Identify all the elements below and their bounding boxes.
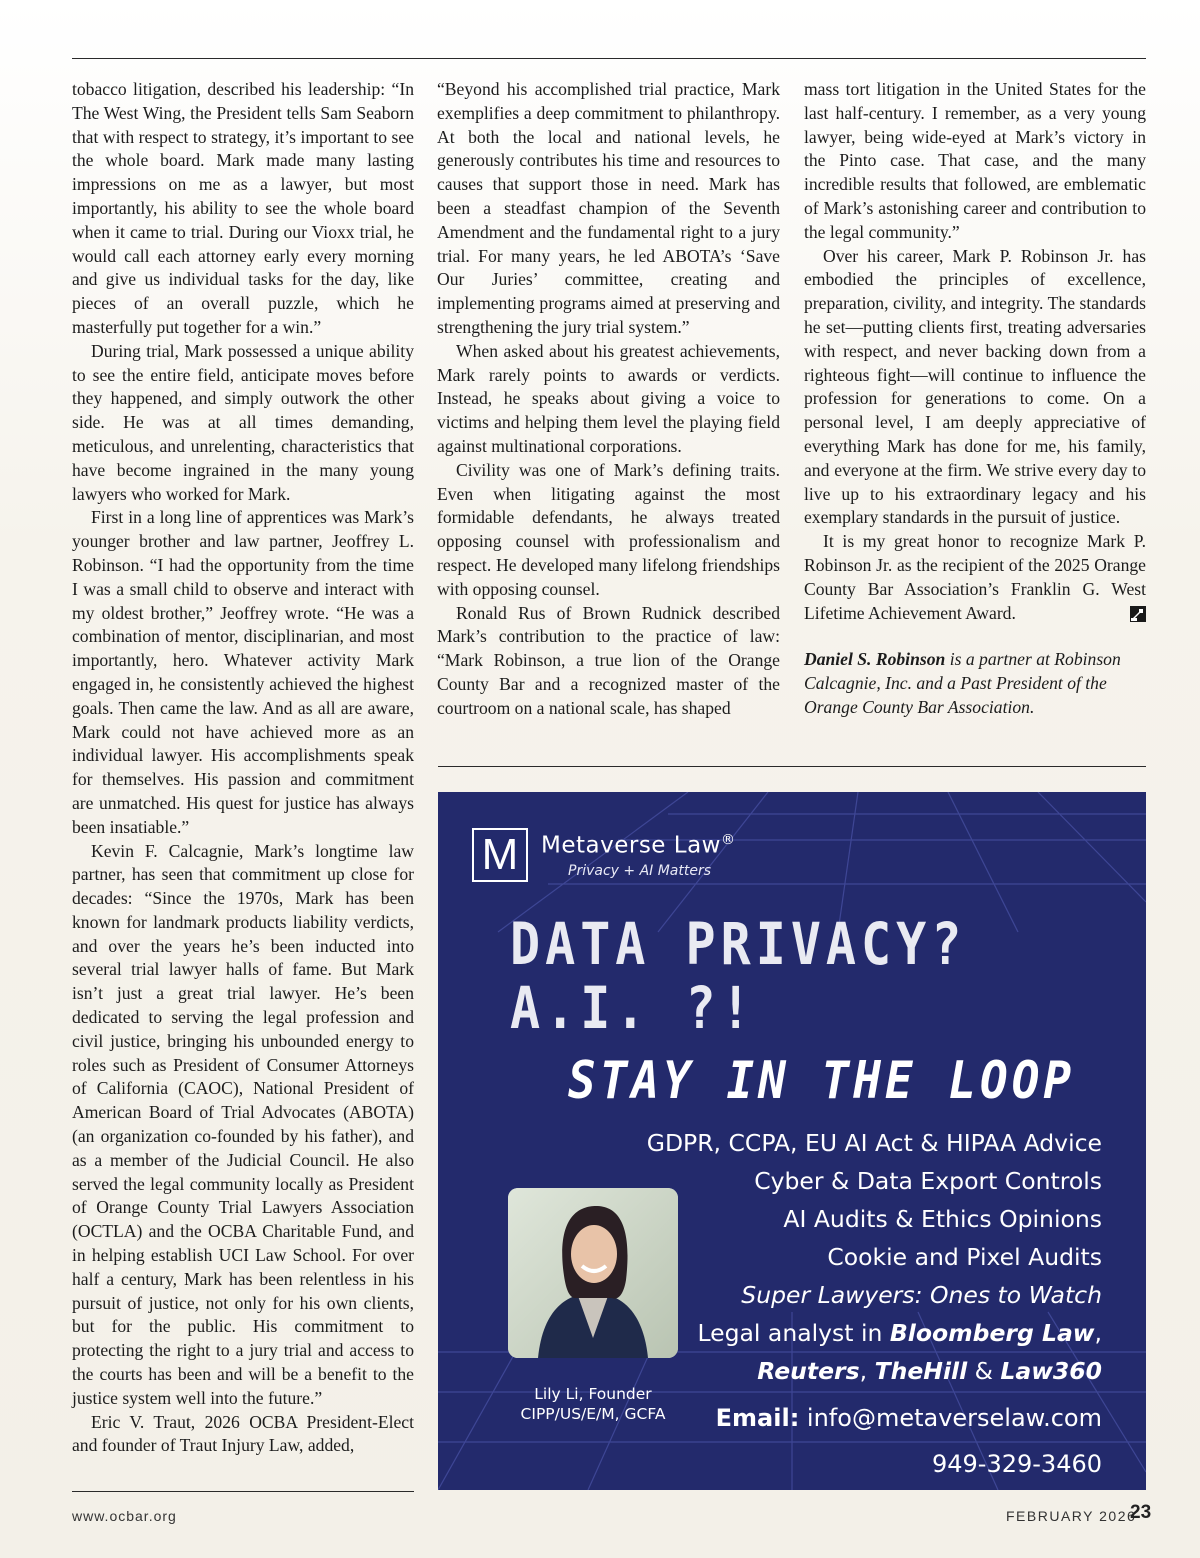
ad-headline bbox=[510, 912, 966, 1041]
paragraph: “Beyond his accomplished trial practice, Mark exemplifies a deep commitment to philanthropy. At both the local and national levels, he generously contributes his time and resources to causes that support those in need. Mark has been a steadfast champion of the Seventh Amendment and the fundamental right to a jury trial. For many years, he led ABOTA’s ‘Save Our Juries’ committee, creating and implementing programs aimed at preserving and strengthening the jury trial system.” bbox=[437, 79, 780, 337]
separator: , bbox=[859, 1357, 875, 1385]
paragraph: First in a long line of apprentices was Mark’s younger brother and law partner, Jeoffrey L. Robinson. “I had the opportunity from the time I was a small child to observe and interact with my oldest brother,” Jeoffrey wrote. “He was a combination of mentor, disciplinarian, and most importantly, hero. Whatever activity Mark engaged in, he consistently achieved the highest goals. Then came the law. And as all are aware, Mark could not have achieved more as an individual lawyer. His accomplishments speak for themselves. His passion and commitment are unmatched. His quest for justice has always been insatiable.” bbox=[72, 507, 414, 837]
paragraph: Ronald Rus of Brown Rudnick described Mark’s contribution to the practice of law: “Mark Robinson, a true lion of the Orange County Bar and a recognized master of the courtroom on a national scale, has shaped bbox=[437, 602, 780, 718]
paragraph: Eric V. Traut, 2026 OCBA President-Elect and founder of Traut Injury Law, added, bbox=[72, 1411, 414, 1456]
paragraph: Over his career, Mark P. Robinson Jr. has embodied the principles of excellence, preparation, civility, and integrity. The standards he set—putting clients first, treating adversaries with respect, and never backing down from a righteous fight—will continue to influence the profession for generations to come. On a personal level, I am deeply appreciative of everything Mark has done for me, his family, and everyone at the firm. We strive every day to live up to his extraordinary legacy and his exemplary standards in the pursuit of justice. bbox=[804, 245, 1146, 528]
service-item bbox=[647, 1276, 1102, 1314]
service-item: GDPR, CCPA, EU AI Act & HIPAA Advice bbox=[646, 1129, 1102, 1157]
service-item: Cookie and Pixel Audits bbox=[827, 1243, 1102, 1271]
founder-portrait-image bbox=[508, 1188, 678, 1358]
metaverse-law-advertisement[interactable] bbox=[438, 792, 1146, 1490]
top-rule bbox=[72, 58, 1146, 59]
award-detail: : Ones to Watch bbox=[914, 1281, 1102, 1309]
ad-subheadline: STAY IN THE LOOP bbox=[568, 1050, 1076, 1111]
phone-number[interactable]: 949-329-3460 bbox=[931, 1450, 1102, 1478]
services-list bbox=[647, 1124, 1102, 1390]
publication-name: Law360 bbox=[1000, 1357, 1102, 1385]
headline-line-2: A.I. ?! bbox=[510, 975, 756, 1042]
brand-name bbox=[541, 832, 736, 859]
email-address[interactable]: info@metaverselaw.com bbox=[799, 1404, 1102, 1432]
founder-credentials: CIPP/US/E/M, GCFA bbox=[520, 1405, 666, 1423]
paragraph: mass tort litigation in the United States for the last half-century. I remember, as a very young lawyer, being wide-eyed at Mark’s victory in the Pinto case. That case, and the many incredible results that followed, are emblematic of Mark’s astonishing career and contribution to the legal community.” bbox=[804, 79, 1146, 242]
footer-issue-date: FEBRUARY 2026 bbox=[1006, 1508, 1137, 1524]
contact-info bbox=[715, 1404, 1102, 1479]
registered-mark: ® bbox=[721, 832, 736, 848]
founder-caption bbox=[498, 1384, 688, 1424]
email-label: Email: bbox=[715, 1404, 800, 1432]
footer-website[interactable]: www.ocbar.org bbox=[72, 1508, 177, 1524]
author-name: Daniel S. Robinson bbox=[804, 649, 946, 670]
author-bio: is a partner at Robinson Calcagnie, Inc. and a Past President of the Orange County Bar Association. bbox=[804, 649, 1121, 717]
paragraph bbox=[804, 530, 1146, 625]
metaverse-law-logo bbox=[472, 828, 528, 882]
brand-name-text: Metaverse Law bbox=[541, 832, 721, 859]
email-row bbox=[716, 1404, 1102, 1433]
logo-letter: M bbox=[481, 830, 519, 879]
service-text: Legal analyst in bbox=[697, 1319, 890, 1347]
author-byline bbox=[804, 648, 1146, 719]
separator: , bbox=[1094, 1319, 1102, 1347]
paragraph-text: It is my great honor to recognize Mark P. Robinson Jr. as the recipient of the 2025 Orange County Bar Association’s Franklin G. West Lifetime Achievement Award. bbox=[804, 531, 1146, 623]
brand-tagline: Privacy + AI Matters bbox=[568, 863, 712, 879]
article-column-3 bbox=[804, 78, 1146, 720]
paragraph: tobacco litigation, described his leadership: “In The West Wing, the President tells Sam Seaborn that with respect to strategy, it’s important to see the whole board. Mark made many lasting impressions on me as a lawyer, but most importantly, his ability to see the whole board when it came to trial. During our Vioxx trial, he would call each attorney early every morning and give us individual tasks for the day, like pieces of an overall puzzle, which he masterfully put together for a win.” bbox=[72, 79, 414, 337]
founder-name: Lily Li, Founder bbox=[534, 1385, 652, 1403]
paragraph: Kevin F. Calcagnie, Mark’s longtime law partner, has seen that commitment up close for decades: “Since the 1970s, Mark has been known for landmark products liability verdicts, and over the years he’s been inducted into several trial lawyer halls of fame. But Mark isn’t just a great trial lawyer. He’s been dedicated to serving the legal profession and civil justice, bringing his unbounded energy to roles such as President of Consumer Attorneys of California (CAOC), National President of American Board of Trial Advocates (ABOTA) (an organization co-founded by his father), and as a member of the Judicial Council. He also served the legal community locally as President of Orange County Trial Lawyers Association (OCTLA) and the OCBA Charitable Fund, and in helping establish UCI Law School. For over half a century, Mark has been relentless in his pursuit of justice, not only for his own clients, but for the public. His commitment to protecting the right to a jury trial and access to the courts has been and will be a benefit to the justice system well into the future.” bbox=[72, 840, 414, 1408]
page-number: 23 bbox=[1130, 1502, 1152, 1523]
award-name: Super Lawyers bbox=[741, 1281, 915, 1309]
article-column-1 bbox=[72, 78, 414, 1458]
ad-separator-rule bbox=[438, 766, 1146, 767]
service-item: AI Audits & Ethics Opinions bbox=[783, 1205, 1102, 1233]
separator: & bbox=[967, 1357, 1001, 1385]
founder-photo bbox=[508, 1188, 678, 1358]
article-column-2 bbox=[437, 78, 780, 721]
publication-name: TheHill bbox=[874, 1357, 968, 1385]
paragraph: When asked about his greatest achievements, Mark rarely points to awards or verdicts. Instead, he speaks about giving a voice to victims and helping them level the playing field against multinational corporations. bbox=[437, 340, 780, 456]
publication-name: Reuters bbox=[757, 1357, 860, 1385]
service-item bbox=[647, 1314, 1102, 1352]
bottom-rule bbox=[72, 1491, 414, 1492]
headline-line-1: DATA PRIVACY? bbox=[510, 910, 967, 978]
paragraph: Civility was one of Mark’s defining traits. Even when litigating against the most formidable defendants, he always treated opposing counsel with professionalism and respect. He developed many lifelong friendships with opposing counsel. bbox=[437, 459, 780, 599]
service-item bbox=[647, 1352, 1102, 1390]
service-item: Cyber & Data Export Controls bbox=[754, 1167, 1102, 1195]
end-of-article-icon bbox=[1130, 606, 1146, 622]
publication-name: Bloomberg Law bbox=[889, 1319, 1095, 1347]
paragraph: During trial, Mark possessed a unique ability to see the entire field, anticipate moves before they happened, and simply outwork the other side. He was at all times demanding, meticulous, and unrelenting, characteristics that have become ingrained in the many young lawyers who worked for Mark. bbox=[72, 340, 414, 504]
